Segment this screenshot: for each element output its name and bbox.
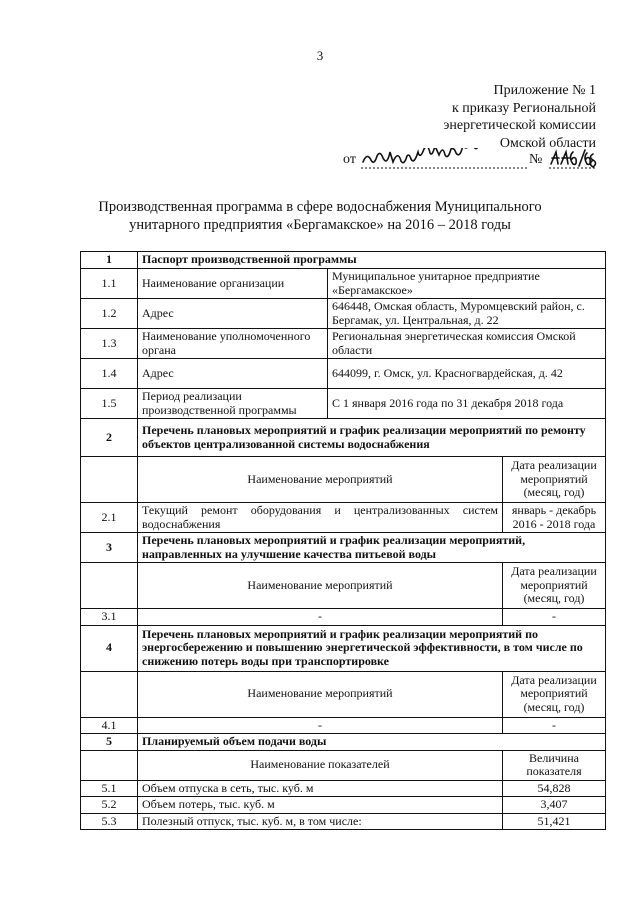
section-title: Паспорт производственной программы xyxy=(138,252,606,269)
table-row xyxy=(81,813,606,830)
section-number: 5 xyxy=(81,734,138,751)
row-label: Наименование уполномоченного органа xyxy=(138,329,328,359)
section-4-header xyxy=(81,625,606,671)
empty-cell xyxy=(81,750,138,780)
col-event-header: Наименование мероприятий xyxy=(138,563,503,609)
appendix-line-1: Приложение № 1 xyxy=(493,83,596,98)
row-value: 3,407 xyxy=(503,797,606,814)
row-date: январь - декабрь 2016 - 2018 года xyxy=(503,503,606,533)
section-number: 4 xyxy=(81,625,138,671)
number-label: № xyxy=(529,152,543,167)
column-header-row xyxy=(81,671,606,717)
col-indicator-header: Наименование показателей xyxy=(138,750,503,780)
title-line-2: унитарного предприятия «Бергамакское» на 2016 – 2018 годы xyxy=(129,217,511,233)
table-row xyxy=(81,503,606,533)
col-date-header: Дата реализации мероприятий (месяц, год) xyxy=(503,671,606,717)
row-number: 1.1 xyxy=(81,269,138,299)
col-event-header: Наименование мероприятий xyxy=(138,457,503,503)
section-title: Перечень плановых мероприятий и график реализации мероприятий по ремонту объектов централизованной системы водоснабжения xyxy=(138,419,606,457)
section-title: Планируемый объем подачи воды xyxy=(138,734,606,751)
row-number: 5.3 xyxy=(81,813,138,830)
row-value: С 1 января 2016 года по 31 декабря 2018 года xyxy=(328,389,606,419)
row-date: - xyxy=(503,717,606,734)
row-label: Адрес xyxy=(138,359,328,389)
row-value: 51,421 xyxy=(503,813,606,830)
table-row xyxy=(81,299,606,329)
table-row xyxy=(81,329,606,359)
section-title: Перечень плановых мероприятий и график реализации мероприятий по энергосбережению и повышению энергетической эффективности, в том числе по снижению потерь воды при транспортировке xyxy=(138,625,606,671)
section-number: 1 xyxy=(81,252,138,269)
section-number: 2 xyxy=(81,419,138,457)
row-value: Региональная энергетическая комиссия Омской области xyxy=(328,329,606,359)
row-event: - xyxy=(138,609,503,626)
col-date-header: Дата реализации мероприятий (месяц, год) xyxy=(503,563,606,609)
row-label: Период реализации производственной программы xyxy=(138,389,328,419)
row-number: 1.4 xyxy=(81,359,138,389)
row-value: Муниципальное унитарное предприятие «Бергамакское» xyxy=(328,269,606,299)
section-5-header xyxy=(81,734,606,751)
column-header-row xyxy=(81,457,606,503)
empty-cell xyxy=(81,671,138,717)
row-number: 3.1 xyxy=(81,609,138,626)
column-header-row xyxy=(81,750,606,780)
program-table xyxy=(80,251,606,830)
section-3-header xyxy=(81,533,606,563)
section-1-header xyxy=(81,252,606,269)
column-header-row xyxy=(81,563,606,609)
row-number: 5.2 xyxy=(81,797,138,814)
row-value: 644099, г. Омск, ул. Красногвардейская, д. 42 xyxy=(328,359,606,389)
row-label: Адрес xyxy=(138,299,328,329)
title-line-1: Производственная программа в сфере водоснабжения Муниципального xyxy=(98,199,542,215)
table-row xyxy=(81,389,606,419)
section-2-header xyxy=(81,419,606,457)
from-label: от xyxy=(343,152,356,167)
section-number: 3 xyxy=(81,533,138,563)
appendix-line-2: к приказу Региональной xyxy=(451,100,596,116)
row-value: 646448, Омская область, Муромцевский район, с. Бергамак, ул. Центральная, д. 22 xyxy=(328,299,606,329)
empty-cell xyxy=(81,457,138,503)
table-row xyxy=(81,359,606,389)
row-indicator: Объем отпуска в сеть, тыс. куб. м xyxy=(138,780,503,797)
table-row xyxy=(81,797,606,814)
col-event-header: Наименование мероприятий xyxy=(138,671,503,717)
handwritten-date xyxy=(361,148,527,172)
table-row xyxy=(81,717,606,734)
row-number: 1.3 xyxy=(81,329,138,359)
col-date-header: Дата реализации мероприятий (месяц, год) xyxy=(503,457,606,503)
empty-cell xyxy=(81,563,138,609)
row-event: Текущий ремонт оборудования и централизованных систем водоснабжения xyxy=(138,503,503,533)
table-row xyxy=(81,269,606,299)
row-indicator: Объем потерь, тыс. куб. м xyxy=(138,797,503,814)
row-number: 1.5 xyxy=(81,389,138,419)
appendix-line-3: энергетической комиссии xyxy=(443,118,596,133)
appendix-block xyxy=(443,82,596,152)
section-title: Перечень плановых мероприятий и график реализации мероприятий, направленных на улучшение качества питьевой воды xyxy=(138,533,606,563)
row-date: - xyxy=(503,609,606,626)
handwritten-number xyxy=(549,148,597,172)
row-indicator: Полезный отпуск, тыс. куб. м, в том числе: xyxy=(138,813,503,830)
row-event: - xyxy=(138,717,503,734)
col-value-header: Величина показателя xyxy=(503,750,606,780)
table-row xyxy=(81,609,606,626)
row-value: 54,828 xyxy=(503,780,606,797)
order-date-line xyxy=(343,150,598,172)
row-label: Наименование организации xyxy=(138,269,328,299)
appendix-line-4: Омской области xyxy=(499,135,596,151)
row-number: 1.2 xyxy=(81,299,138,329)
table-row xyxy=(81,780,606,797)
row-number: 4.1 xyxy=(81,717,138,734)
document-title xyxy=(90,198,550,234)
row-number: 2.1 xyxy=(81,503,138,533)
row-number: 5.1 xyxy=(81,780,138,797)
page-number: 3 xyxy=(316,48,324,63)
